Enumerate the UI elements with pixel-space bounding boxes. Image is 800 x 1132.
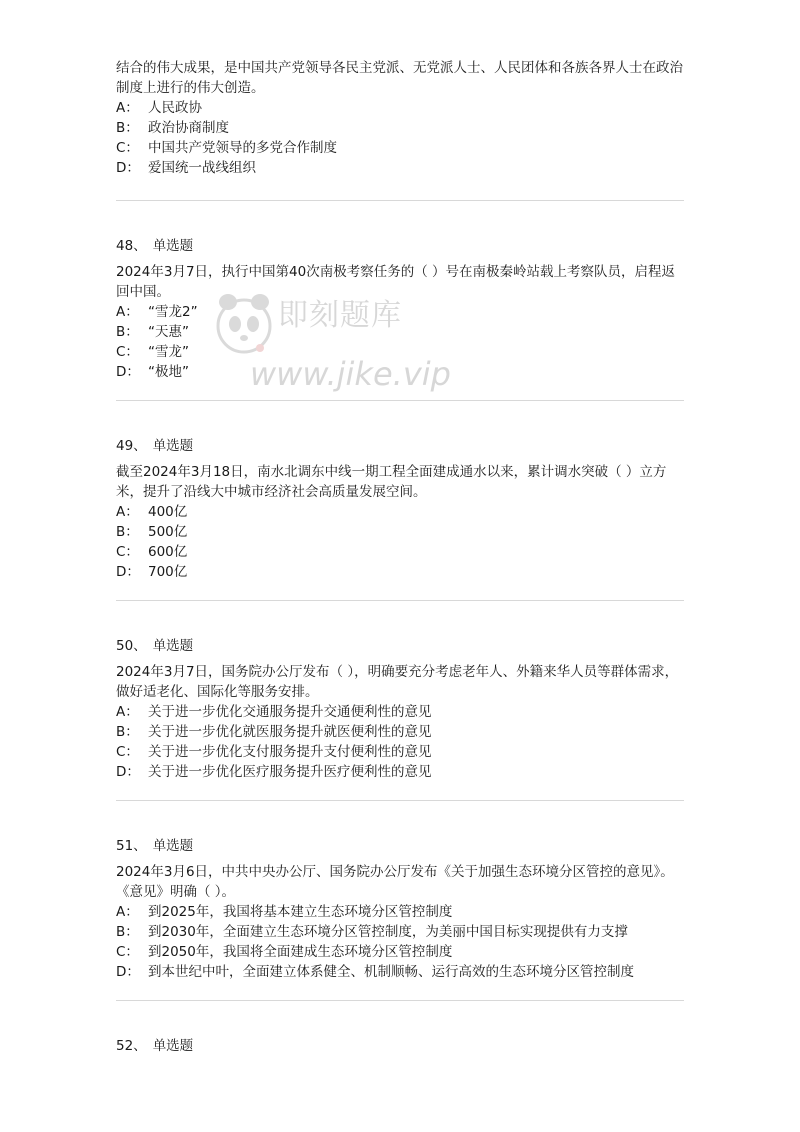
watermark-name: 即刻题库	[278, 298, 402, 333]
option-d: D： 700亿	[116, 564, 188, 580]
question-51	[116, 836, 686, 982]
option-c: C： 关于进一步优化支付服务提升支付便利性的意见	[116, 744, 432, 760]
question-header: 48、 单选题	[116, 238, 194, 254]
question-48	[116, 236, 686, 393]
question-text: 2024年3月7日，执行中国第40次南极考察任务的（ ）号在南极秦岭站载上考察队员，启程返回中国。	[116, 264, 676, 300]
option-d: D： “极地”	[116, 364, 189, 380]
divider	[116, 800, 684, 801]
option-a: A： “雪龙2”	[116, 304, 198, 320]
option-b: B： “天惠”	[116, 324, 189, 340]
divider	[116, 400, 684, 401]
option-a: A： 400亿	[116, 504, 188, 520]
watermark-url: www.jike.vip	[250, 355, 451, 393]
option-a: A： 人民政协	[116, 100, 202, 116]
divider	[116, 200, 684, 201]
question-header: 49、 单选题	[116, 438, 194, 454]
option-a: A： 到2025年，我国将基本建立生态环境分区管控制度	[116, 904, 453, 920]
question-prev	[116, 58, 686, 178]
question-header: 50、 单选题	[116, 638, 194, 654]
option-c: C： 到2050年，我国将全面建成生态环境分区管控制度	[116, 944, 453, 960]
question-text: 2024年3月6日，中共中央办公厅、国务院办公厅发布《关于加强生态环境分区管控的意见》。《意见》明确（ ）。	[116, 864, 674, 900]
question-49	[116, 436, 686, 582]
option-d: D： 到本世纪中叶，全面建立体系健全、机制顺畅、运行高效的生态环境分区管控制度	[116, 964, 634, 980]
option-c: C： 600亿	[116, 544, 188, 560]
question-text: 2024年3月7日，国务院办公厅发布（ ），明确要充分考虑老年人、外籍来华人员等群体需求，做好适老化、国际化等服务安排。	[116, 664, 679, 700]
divider	[116, 1000, 684, 1001]
question-header: 52、 单选题	[116, 1038, 194, 1054]
question-50	[116, 636, 686, 782]
question-52	[116, 1036, 686, 1056]
option-b: B： 500亿	[116, 524, 188, 540]
question-text: 结合的伟大成果，是中国共产党领导各民主党派、无党派人士、人民团体和各族各界人士在政治制度上进行的伟大创造。	[116, 60, 683, 96]
option-c: C： “雪龙”	[116, 344, 189, 360]
option-b: B： 政治协商制度	[116, 120, 229, 136]
question-header: 51、 单选题	[116, 838, 194, 854]
divider	[116, 600, 684, 601]
option-b: B： 关于进一步优化就医服务提升就医便利性的意见	[116, 724, 432, 740]
option-c: C： 中国共产党领导的多党合作制度	[116, 140, 337, 156]
option-b: B： 到2030年，全面建立生态环境分区管控制度，为美丽中国目标实现提供有力支撑	[116, 924, 628, 940]
option-d: D： 爱国统一战线组织	[116, 160, 256, 176]
question-text: 截至2024年3月18日，南水北调东中线一期工程全面建成通水以来，累计调水突破（ ）立方米，提升了沿线大中城市经济社会高质量发展空间。	[116, 464, 667, 500]
option-a: A： 关于进一步优化交通服务提升交通便利性的意见	[116, 704, 432, 720]
option-d: D： 关于进一步优化医疗服务提升医疗便利性的意见	[116, 764, 432, 780]
